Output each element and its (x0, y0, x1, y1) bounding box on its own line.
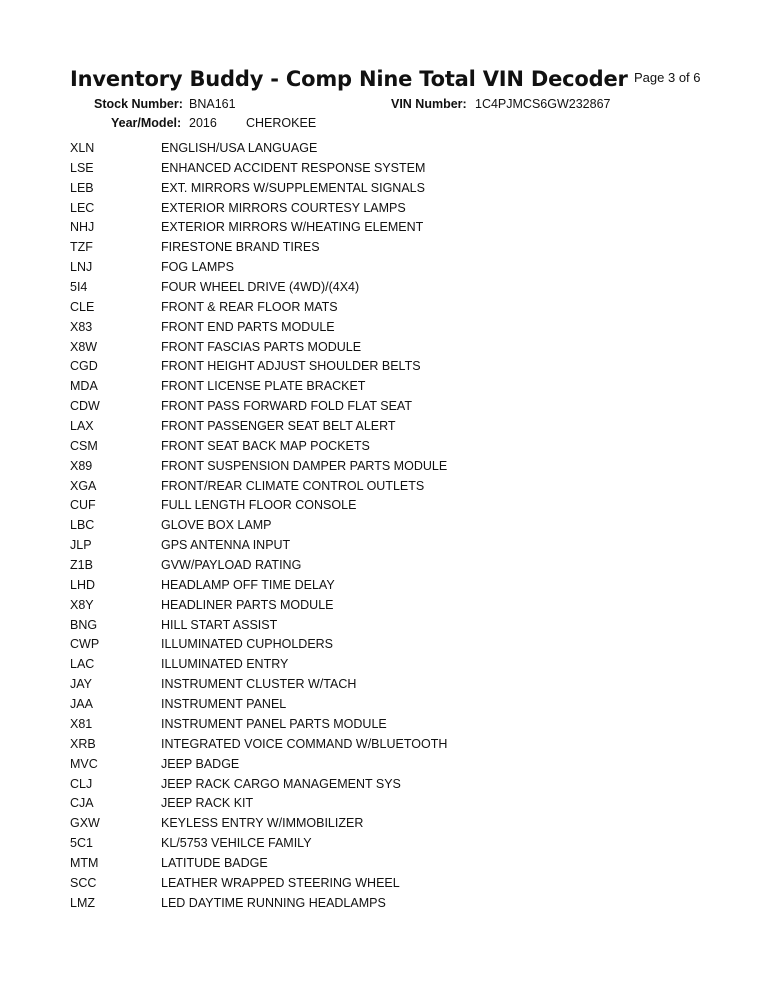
option-description: FULL LENGTH FLOOR CONSOLE (161, 498, 357, 513)
option-code: CLE (70, 299, 95, 314)
option-description: INTEGRATED VOICE COMMAND W/BLUETOOTH (161, 736, 448, 751)
option-code-row (70, 298, 670, 318)
option-code: X89 (70, 458, 93, 473)
option-code-row (70, 377, 670, 397)
option-description: FRONT SUSPENSION DAMPER PARTS MODULE (161, 458, 448, 473)
stock-number-value: BNA161 (189, 97, 236, 111)
option-description: GVW/PAYLOAD RATING (161, 558, 302, 573)
option-code-row (70, 655, 670, 675)
option-code: XRB (70, 736, 96, 751)
option-code: TZF (70, 240, 93, 255)
option-code-list (70, 139, 670, 914)
option-code-row (70, 238, 670, 258)
option-code-row (70, 278, 670, 298)
page-number: Page 3 of 6 (634, 70, 701, 85)
option-code-row (70, 854, 670, 874)
option-code-row (70, 357, 670, 377)
option-code: MVC (70, 756, 98, 771)
option-description: EXTERIOR MIRRORS W/HEATING ELEMENT (161, 220, 424, 235)
option-description: FRONT HEIGHT ADJUST SHOULDER BELTS (161, 359, 421, 374)
model-value: CHEROKEE (246, 116, 317, 130)
option-code-row (70, 616, 670, 636)
stock-number-label: Stock Number: (94, 97, 183, 111)
option-code-row (70, 675, 670, 695)
option-description: FRONT END PARTS MODULE (161, 319, 335, 334)
option-code-row (70, 715, 670, 735)
option-description: HILL START ASSIST (161, 617, 278, 632)
option-code-row (70, 814, 670, 834)
option-code: MTM (70, 855, 99, 870)
option-code: JAA (70, 697, 93, 712)
option-description: EXTERIOR MIRRORS COURTESY LAMPS (161, 200, 406, 215)
option-description: JEEP RACK CARGO MANAGEMENT SYS (161, 776, 401, 791)
option-code: CLJ (70, 776, 93, 791)
option-code-row (70, 417, 670, 437)
option-code: CDW (70, 399, 100, 414)
option-code-row (70, 516, 670, 536)
option-description: FRONT & REAR FLOOR MATS (161, 299, 338, 314)
option-code-row (70, 556, 670, 576)
option-code: CSM (70, 438, 98, 453)
option-description: ILLUMINATED ENTRY (161, 657, 289, 672)
report-title: Inventory Buddy - Comp Nine Total VIN Decoder (70, 67, 628, 91)
option-description: LEATHER WRAPPED STEERING WHEEL (161, 875, 400, 890)
option-code-row (70, 775, 670, 795)
option-code: LHD (70, 577, 96, 592)
option-description: GPS ANTENNA INPUT (161, 538, 291, 553)
option-code: CUF (70, 498, 96, 513)
option-code: LAC (70, 657, 95, 672)
option-code-row (70, 139, 670, 159)
option-code: NHJ (70, 220, 95, 235)
option-code: CJA (70, 796, 94, 811)
option-description: FRONT FASCIAS PARTS MODULE (161, 339, 362, 354)
option-code: XLN (70, 141, 95, 155)
option-code: X81 (70, 716, 93, 731)
option-code-row (70, 874, 670, 894)
option-code-row (70, 496, 670, 516)
option-code: SCC (70, 875, 97, 890)
option-description: FRONT LICENSE PLATE BRACKET (161, 379, 366, 394)
option-code: X8Y (70, 597, 94, 612)
option-code: LBC (70, 518, 95, 533)
option-description: JEEP RACK KIT (161, 796, 254, 811)
option-description: ENGLISH/USA LANGUAGE (161, 141, 318, 155)
option-code-row (70, 159, 670, 179)
option-code-row (70, 894, 670, 914)
option-code-row (70, 477, 670, 497)
option-code-row (70, 695, 670, 715)
option-description: KEYLESS ENTRY W/IMMOBILIZER (161, 816, 364, 831)
option-description: LATITUDE BADGE (161, 855, 268, 870)
option-description: FIRESTONE BRAND TIRES (161, 240, 320, 255)
option-code: 5I4 (70, 280, 88, 295)
option-description: INSTRUMENT PANEL PARTS MODULE (161, 716, 387, 731)
option-code: X8W (70, 339, 98, 354)
option-description: GLOVE BOX LAMP (161, 518, 272, 533)
year-model-label: Year/Model: (111, 116, 182, 130)
option-code: LNJ (70, 260, 93, 275)
option-code-row (70, 258, 670, 278)
vin-number-label: VIN Number: (391, 97, 467, 111)
option-code-row (70, 536, 670, 556)
option-description: FOUR WHEEL DRIVE (4WD)/(4X4) (161, 280, 360, 295)
option-description: EXT. MIRRORS W/SUPPLEMENTAL SIGNALS (161, 180, 425, 195)
option-code: LMZ (70, 895, 95, 910)
vin-number-value: 1C4PJMCS6GW232867 (475, 97, 611, 111)
option-code-row (70, 596, 670, 616)
option-code: CWP (70, 637, 100, 652)
option-description: FRONT/REAR CLIMATE CONTROL OUTLETS (161, 478, 425, 493)
option-code: BNG (70, 617, 98, 632)
option-code: Z1B (70, 558, 93, 573)
option-code: LSE (70, 160, 94, 175)
option-description: INSTRUMENT CLUSTER W/TACH (161, 677, 357, 692)
option-code-row (70, 755, 670, 775)
option-code: XGA (70, 478, 97, 493)
option-code-row (70, 834, 670, 854)
option-description: ENHANCED ACCIDENT RESPONSE SYSTEM (161, 160, 426, 175)
option-description: KL/5753 VEHILCE FAMILY (161, 836, 312, 851)
option-code: LEB (70, 180, 94, 195)
option-description: FOG LAMPS (161, 260, 234, 275)
option-description: HEADLINER PARTS MODULE (161, 597, 334, 612)
option-code-row (70, 318, 670, 338)
option-code: MDA (70, 379, 98, 394)
option-code-row (70, 338, 670, 358)
option-code-row (70, 437, 670, 457)
option-description: HEADLAMP OFF TIME DELAY (161, 577, 335, 592)
option-description: LED DAYTIME RUNNING HEADLAMPS (161, 895, 386, 910)
option-description: INSTRUMENT PANEL (161, 697, 287, 712)
option-code: LEC (70, 200, 95, 215)
option-code-row (70, 218, 670, 238)
option-code-row (70, 179, 670, 199)
option-description: ILLUMINATED CUPHOLDERS (161, 637, 334, 652)
option-code: JAY (70, 677, 92, 692)
option-code: 5C1 (70, 836, 93, 851)
option-code: X83 (70, 319, 93, 334)
option-code-row (70, 794, 670, 814)
option-code-row (70, 635, 670, 655)
option-code-row (70, 735, 670, 755)
option-code: GXW (70, 816, 100, 831)
option-code-row (70, 397, 670, 417)
option-code: CGD (70, 359, 98, 374)
option-code: LAX (70, 419, 94, 434)
option-code-row (70, 457, 670, 477)
option-code-row (70, 576, 670, 596)
option-description: FRONT SEAT BACK MAP POCKETS (161, 438, 370, 453)
option-code: JLP (70, 538, 92, 553)
option-description: FRONT PASS FORWARD FOLD FLAT SEAT (161, 399, 412, 414)
year-value: 2016 (189, 116, 217, 130)
option-description: FRONT PASSENGER SEAT BELT ALERT (161, 419, 396, 434)
option-description: JEEP BADGE (161, 756, 240, 771)
option-code-row (70, 199, 670, 219)
